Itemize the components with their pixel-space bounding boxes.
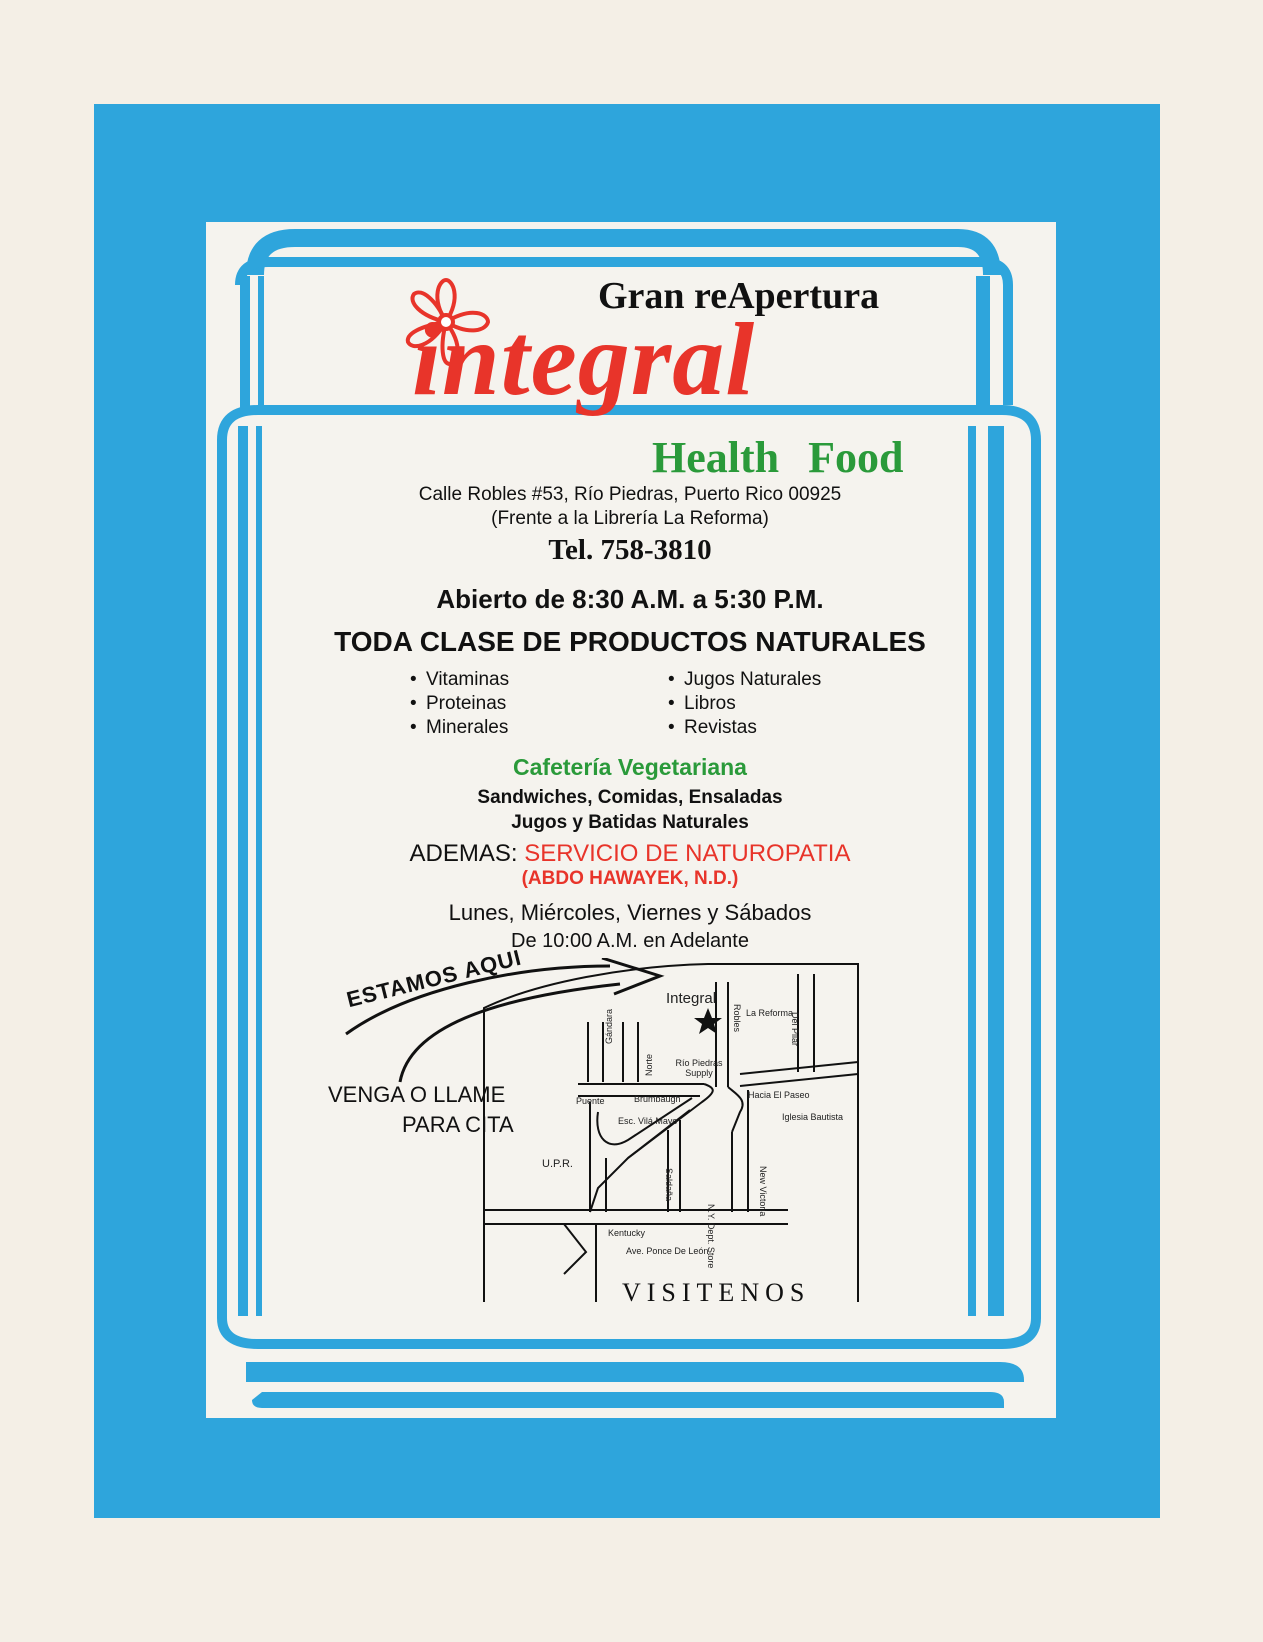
list-item: • Minerales <box>410 716 509 740</box>
map-label-brumbaugh: Brumbaugh <box>634 1094 681 1104</box>
map-label-rio-piedras-supply: Río Piedras Supply <box>675 1058 723 1078</box>
address-line-2: (Frente a la Librería La Reforma) <box>491 508 769 529</box>
products-heading: TODA CLASE DE PRODUCTOS NATURALES <box>334 626 926 657</box>
map-label-esc-vila-mayo: Esc. Vilá Mayo <box>618 1116 678 1126</box>
ademas-prefix: ADEMAS: <box>409 840 518 867</box>
map-label-la-reforma: La Reforma <box>746 1008 794 1018</box>
health-food-subtitle: Health Food <box>652 433 904 482</box>
map-label-robles: Robles <box>732 1004 742 1033</box>
naturopathy-days: Lunes, Miércoles, Viernes y Sábados <box>448 900 812 925</box>
map-label-norte: Norte <box>644 1053 654 1076</box>
map-label-iglesia-bautista: Iglesia Bautista <box>782 1112 844 1122</box>
opening-hours: Abierto de 8:30 A.M. a 5:30 P.M. <box>436 584 824 614</box>
location-map <box>478 962 863 1314</box>
phone-number: Tel. 758-3810 <box>548 534 712 566</box>
list-item: • Revistas <box>668 716 821 740</box>
naturopathy-line <box>300 840 960 868</box>
para-cita-text: PARA CITA <box>402 1112 514 1137</box>
naturopath-name: (ABDO HAWAYEK, N.D.) <box>521 868 739 889</box>
map-label-new-victoria: New Victoria <box>758 1166 768 1217</box>
map-label-puente: Puente <box>576 1096 605 1106</box>
naturopathy-service: SERVICIO DE NATUROPATIA <box>524 840 851 867</box>
cafeteria-line-2: Jugos y Batidas Naturales <box>511 812 749 833</box>
list-item: • Libros <box>668 692 821 716</box>
map-label-del-pilar: Del Pilar <box>790 1012 800 1047</box>
products-list-left <box>410 668 509 740</box>
visitenos-text: VISITENOS <box>622 1278 811 1307</box>
map-label-integral: Integral <box>666 990 717 1007</box>
products-list-right <box>668 668 821 740</box>
integral-logo-word: integral <box>412 302 756 417</box>
naturopathy-time: De 10:00 A.M. en Adelante <box>511 930 749 952</box>
estamos-aqui-text: ESTAMOS AQUI <box>344 944 525 1013</box>
map-label-upr: U.P.R. <box>542 1158 573 1170</box>
list-item: • Vitaminas <box>410 668 509 692</box>
list-item: • Jugos Naturales <box>668 668 821 692</box>
map-label-gandara: Gándara <box>604 1008 614 1044</box>
map-label-kentucky: Kentucky <box>608 1228 646 1238</box>
gran-reapertura-heading: Gran reApertura <box>598 275 880 317</box>
venga-o-llame-text: VENGA O LLAME <box>328 1082 506 1107</box>
map-label-ny-dept-store: N.Y. Dept. Store <box>706 1204 716 1269</box>
cafeteria-title: Cafetería Vegetariana <box>513 754 747 780</box>
map-label-saldana: Saldaña <box>664 1168 674 1202</box>
map-label-ponce-de-leon: Ave. Ponce De León <box>626 1246 709 1256</box>
cafeteria-line-1: Sandwiches, Comidas, Ensaladas <box>477 787 783 808</box>
list-item: • Proteinas <box>410 692 509 716</box>
address-line-1: Calle Robles #53, Río Piedras, Puerto Rico 00925 <box>418 484 842 505</box>
map-label-hacia-el-paseo: Hacia El Paseo <box>748 1090 810 1100</box>
store-location-star-icon <box>694 1008 722 1034</box>
